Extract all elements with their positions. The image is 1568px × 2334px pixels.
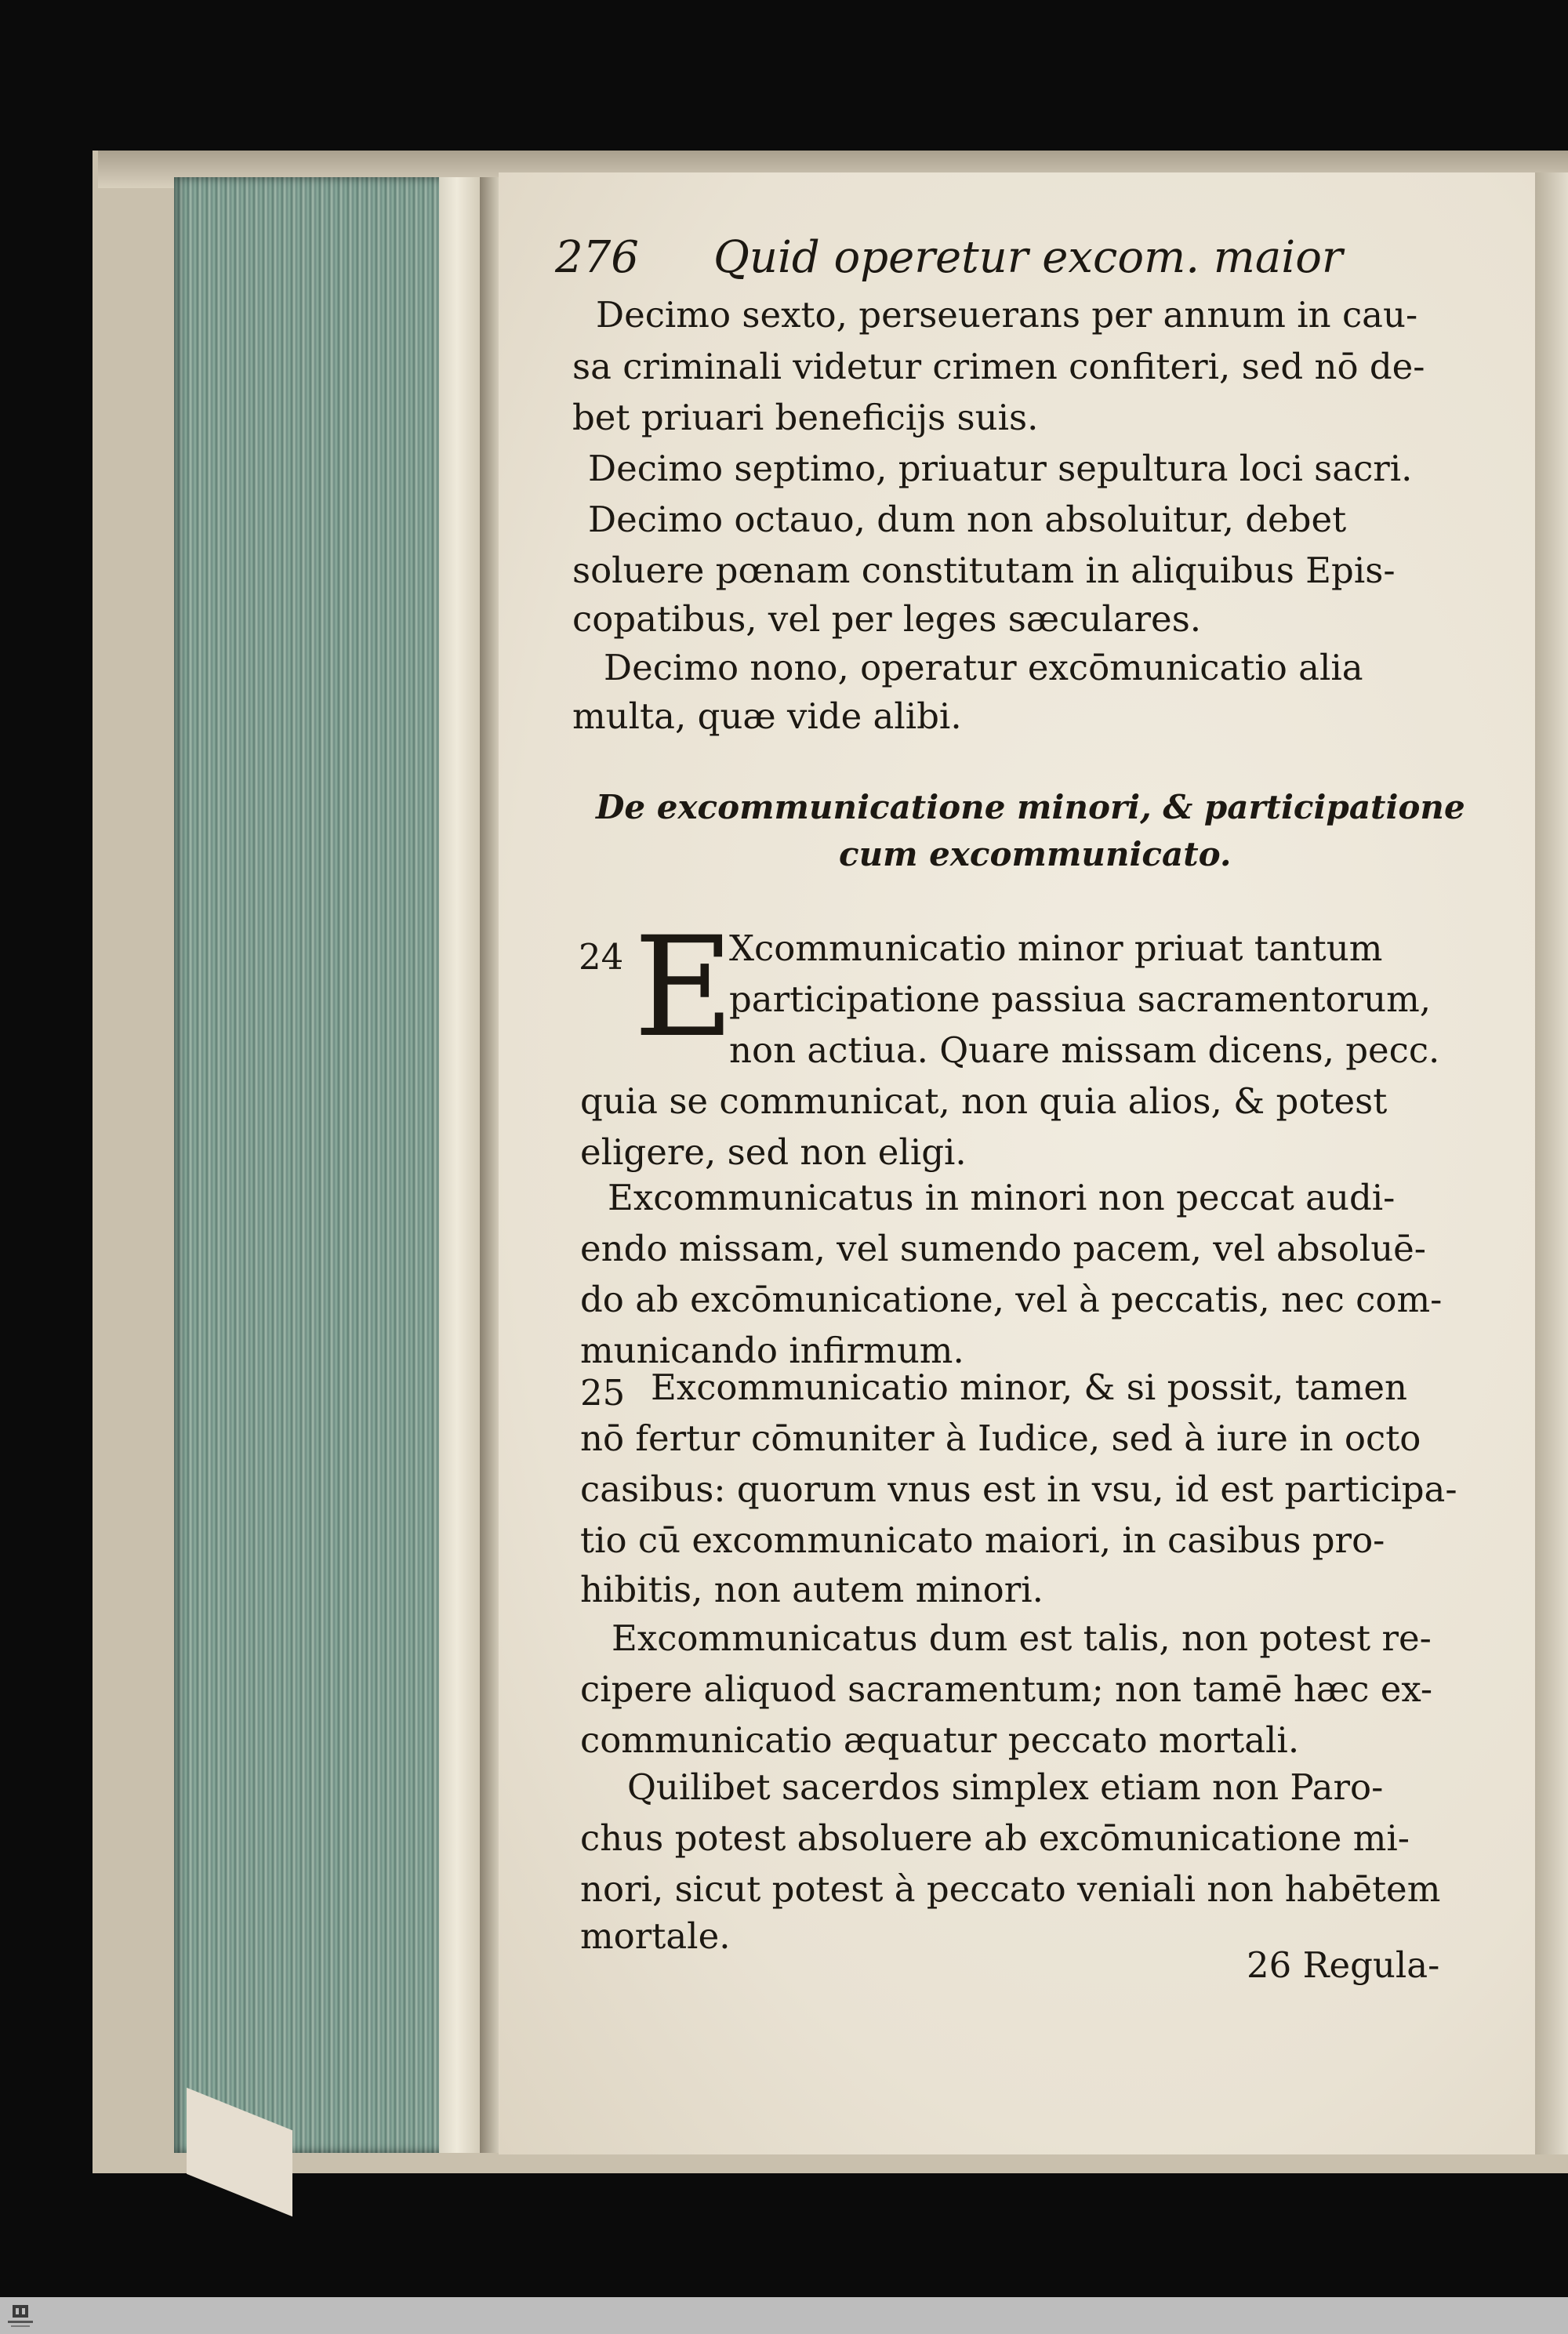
book-fore-edge-highlight [439, 177, 484, 2153]
drop-capital: E [633, 907, 735, 1068]
text-line: Xcommunicatio minor priuat tantum [729, 927, 1383, 969]
catchword: 26 Regula- [1247, 1944, 1440, 1986]
text-line: Excommunicatus dum est talis, non potest re- [612, 1617, 1432, 1659]
text-line: endo missam, vel sumendo pacem, vel absoluē- [580, 1228, 1427, 1269]
text-line: sa criminali videtur crimen confiteri, sed nō de- [572, 346, 1425, 387]
text-line: mortale. [580, 1915, 731, 1957]
text-line: nori, sicut potest à peccato veniali non habētem [580, 1868, 1441, 1910]
book-fore-edge [174, 177, 484, 2153]
section-heading: De excommunicatione minori, & participatione [596, 788, 1465, 826]
text-line: eligere, sed non eligi. [580, 1131, 967, 1173]
running-title: Quid operetur excom. maior [713, 232, 1343, 283]
text-line: chus potest absoluere ab excōmunicatione mi- [580, 1817, 1410, 1859]
margin-number-25: 25 [580, 1372, 626, 1414]
next-page-edge [1535, 172, 1568, 2154]
page-number: 276 [555, 232, 639, 283]
text-line: non actiua. Quare missam dicens, pecc. [729, 1029, 1440, 1071]
text-line: soluere pœnam constitutam in aliquibus Epis- [572, 550, 1396, 591]
text-line: do ab excōmunicatione, vel à peccatis, nec com- [580, 1279, 1443, 1320]
text-line: Decimo nono, operatur excōmunicatio alia [604, 647, 1363, 688]
text-line: participatione passiua sacramentorum, [729, 978, 1432, 1020]
text-line: Excommunicatus in minori non peccat audi- [608, 1177, 1396, 1218]
text-line: Quilibet sacerdos simplex etiam non Paro- [627, 1766, 1384, 1808]
text-line: communicatio æquatur peccato mortali. [580, 1719, 1300, 1761]
page-gutter [480, 177, 500, 2153]
section-heading: cum excommunicato. [839, 835, 1232, 873]
text-line: multa, quæ vide alibi. [572, 695, 962, 737]
text-line: cipere aliquod sacramentum; non tamē hæc ex- [580, 1668, 1433, 1710]
margin-number-24: 24 [579, 936, 624, 978]
text-line: casibus: quorum vnus est in vsu, id est participa- [580, 1468, 1457, 1510]
text-line: Decimo octauo, dum non absoluitur, debet [588, 499, 1347, 540]
text-line: bet priuari beneficijs suis. [572, 397, 1039, 438]
text-line: Decimo sexto, perseuerans per annum in cau- [596, 294, 1418, 336]
text-line: Excommunicatio minor, & si possit, tamen [651, 1367, 1407, 1408]
text-line: tio cū excommunicato maiori, in casibus pro- [580, 1519, 1385, 1561]
text-line: copatibus, vel per leges sæculares. [572, 598, 1202, 640]
text-line: nō fertur cōmuniter à Iudice, sed à iure in octo [580, 1417, 1421, 1459]
text-line: hibitis, non autem minori. [580, 1569, 1044, 1610]
text-line: quia se communicat, non quia alios, & potest [580, 1080, 1388, 1122]
text-line: Decimo septimo, priuatur sepultura loci sacri. [588, 448, 1413, 489]
viewer-footer-bar [0, 2297, 1568, 2334]
library-logo-icon [5, 2302, 36, 2330]
text-line: municando infirmum. [580, 1330, 964, 1371]
